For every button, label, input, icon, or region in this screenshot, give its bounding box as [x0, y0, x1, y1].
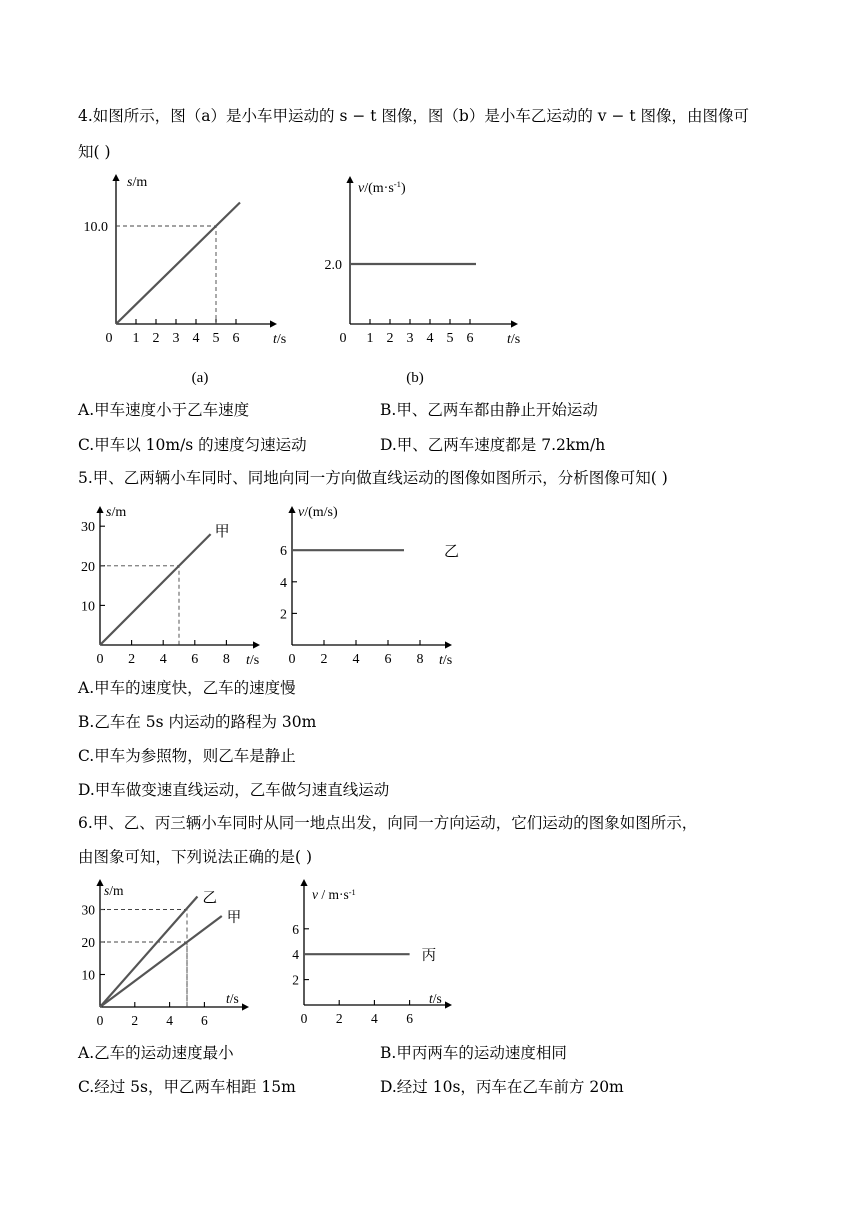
y-tick-label: 6	[280, 544, 287, 560]
q6-stem-line1: 6.甲、乙、丙三辆小车同时从同一地点出发，向同一方向运动，它们运动的图象如图所示，	[78, 814, 698, 832]
caption: (a)	[191, 370, 209, 386]
x-tick-label: 0	[300, 1011, 308, 1026]
x-tick-label: 6	[406, 1011, 413, 1026]
x-axis-arrow	[445, 641, 452, 648]
x-tick-label: 2	[335, 1011, 343, 1026]
y-tick-label: 10	[81, 599, 95, 615]
q6-chart-v-t	[272, 873, 472, 1035]
x-tick-label: 2	[131, 1013, 139, 1028]
x-tick-label: 1	[366, 331, 374, 346]
y-tick-label: 20	[81, 935, 95, 950]
q5-chart-jia	[70, 496, 280, 671]
y-value-label: 10.0	[83, 220, 108, 235]
y-tick-label: 2	[292, 972, 299, 988]
y-axis-label: $v / m\cdot s^{-1}$	[312, 887, 356, 902]
y-tick-label: 20	[81, 559, 95, 575]
y-tick-label: 4	[292, 947, 299, 963]
y-axis-label: $v/(m\cdot s^{-1})$	[358, 179, 406, 196]
y-tick-label: 30	[81, 902, 95, 918]
x-tick-label: 6	[384, 652, 392, 667]
y-axis-arrow	[346, 176, 353, 183]
x-tick-label: 4	[371, 1011, 378, 1026]
origin-label: 0	[339, 331, 347, 346]
series-line	[100, 534, 211, 645]
q6-option-a: A.乙车的运动速度最小	[78, 1044, 234, 1062]
q4-option-c: C.甲车以 10m/s 的速度匀速运动	[78, 436, 307, 454]
x-axis-label: t/s	[246, 653, 260, 668]
x-tick-label: 1	[132, 331, 140, 346]
y-axis-arrow	[300, 879, 307, 886]
x-tick-label: 4	[159, 652, 167, 667]
q4-stem-line1: 4.如图所示，图（a）是小车甲运动的 s − t 图像，图（b）是小车乙运动的 v − t 图像，由图像可	[78, 107, 750, 125]
y-axis-arrow	[96, 879, 103, 886]
y-tick-label: 4	[280, 575, 287, 591]
q5-option-d: D.甲车做变速直线运动，乙车做匀速直线运动	[78, 781, 390, 799]
x-tick-label: 6	[466, 331, 474, 346]
x-tick-label: 5	[446, 331, 454, 346]
x-tick-label: 6	[201, 1013, 208, 1028]
q5-option-a: A.甲车的速度快，乙车的速度慢	[78, 679, 296, 697]
y-axis-label: s/m	[104, 883, 124, 898]
q6-option-d: D.经过 10s，丙车在乙车前方 20m	[380, 1078, 624, 1096]
x-tick-label: 8	[416, 652, 424, 667]
x-tick-label: 4	[352, 652, 360, 667]
q5-option-b: B.乙车在 5s 内运动的路程为 30m	[78, 713, 317, 731]
q6-chart-s-t	[70, 873, 270, 1035]
series-line	[100, 916, 222, 1007]
x-axis-label: t/s	[439, 653, 453, 668]
series-label: 乙	[202, 890, 217, 907]
y-axis-label: s/m	[106, 505, 127, 520]
x-tick-label: 8	[222, 652, 230, 667]
series-label: 乙	[444, 544, 460, 561]
series-line	[100, 897, 197, 1008]
q4-option-d: D.甲、乙两车速度都是 7.2km/h	[380, 436, 606, 454]
y-tick-label: 6	[292, 921, 299, 937]
x-tick-label: 0	[96, 1013, 104, 1028]
series-label: 甲	[214, 524, 230, 541]
y-axis-label: v/(m/s)	[298, 505, 338, 520]
x-axis-label: t/s	[507, 332, 521, 347]
caption: (b)	[406, 370, 424, 386]
y-tick-label: 30	[81, 520, 95, 536]
y-value-label: 2.0	[324, 258, 342, 273]
y-tick-label: 10	[81, 967, 95, 983]
x-tick-label: 4	[166, 1013, 173, 1028]
q6-stem-line2: 由图象可知，下列说法正确的是( )	[78, 848, 313, 866]
q6-option-c: C.经过 5s，甲乙两车相距 15m	[78, 1078, 296, 1096]
x-axis-arrow	[253, 641, 260, 648]
x-axis-label: t/s	[273, 332, 287, 347]
origin-label: 0	[105, 331, 113, 346]
y-axis-arrow	[112, 174, 119, 181]
series-line	[116, 202, 240, 324]
x-tick-label: 3	[172, 331, 180, 346]
x-tick-label: 6	[191, 652, 199, 667]
q4-option-a: A.甲车速度小于乙车速度	[78, 401, 250, 419]
q4-stem-line2: 知( )	[78, 143, 111, 161]
y-axis-label: s/m	[127, 175, 148, 190]
x-tick-label: 0	[288, 652, 296, 667]
x-axis-arrow	[511, 320, 518, 327]
x-tick-label: 4	[426, 331, 434, 346]
x-tick-label: 5	[212, 331, 220, 346]
x-axis-label: t/s	[226, 991, 239, 1006]
q4-option-b: B.甲、乙两车都由静止开始运动	[380, 401, 598, 419]
q5-option-c: C.甲车为参照物，则乙车是静止	[78, 747, 296, 765]
x-axis-arrow	[445, 1001, 452, 1008]
y-tick-label: 2	[280, 607, 287, 623]
x-tick-label: 6	[232, 331, 240, 346]
x-tick-label: 4	[192, 331, 200, 346]
x-axis-arrow	[270, 320, 277, 327]
y-axis-arrow	[96, 506, 103, 513]
q4-chart-a	[70, 168, 310, 390]
x-axis-label: t/s	[429, 991, 442, 1006]
x-tick-label: 0	[96, 652, 104, 667]
q6-option-b: B.甲丙两车的运动速度相同	[380, 1044, 567, 1062]
x-tick-label: 2	[386, 331, 394, 346]
q5-chart-yi	[265, 496, 475, 671]
q5-stem-line1: 5.甲、乙两辆小车同时、同地向同一方向做直线运动的图像如图所示，分析图像可知( )	[78, 469, 668, 487]
x-tick-label: 2	[128, 652, 136, 667]
x-tick-label: 3	[406, 331, 414, 346]
x-axis-arrow	[242, 1003, 249, 1010]
y-axis-arrow	[288, 506, 295, 513]
x-tick-label: 2	[320, 652, 328, 667]
x-tick-label: 2	[152, 331, 160, 346]
series-label: 丙	[421, 948, 437, 965]
q4-chart-b	[310, 168, 540, 390]
series-label: 甲	[226, 910, 242, 926]
